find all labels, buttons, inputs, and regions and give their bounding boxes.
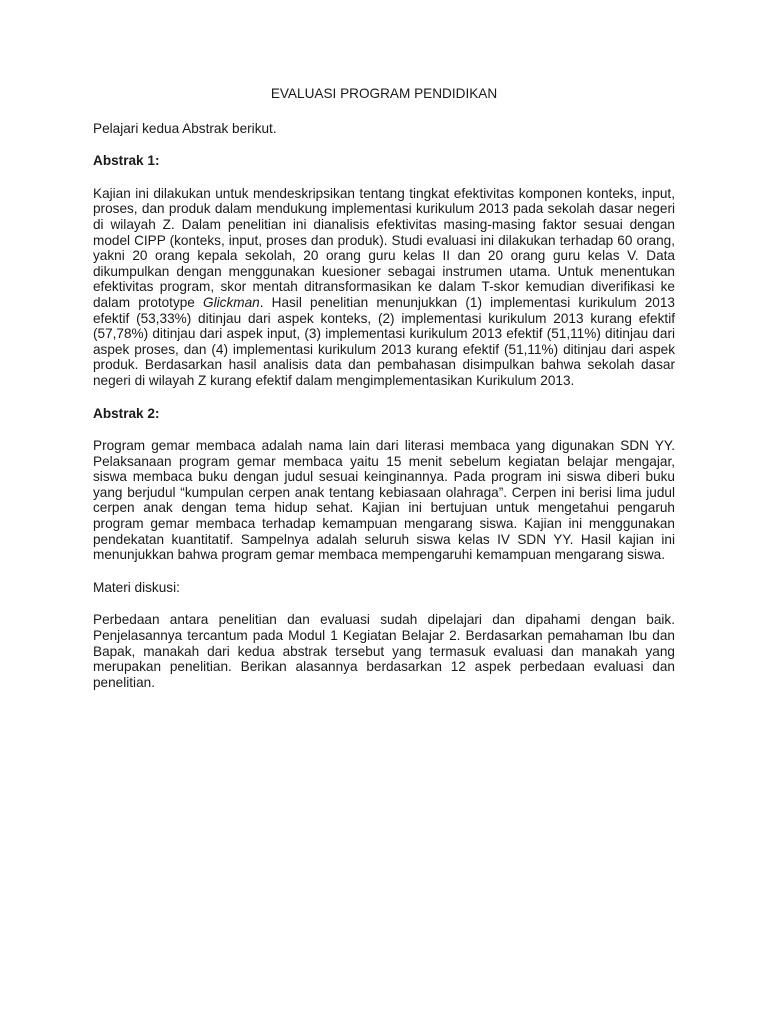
discussion-body: Perbedaan antara penelitian dan evaluasi sudah dipelajari dan dipahami dengan baik. Penjelasannya tercantum pada Modul 1 Kegiatan Belajar 2. Berdasarkan pemahaman Ibu dan Bapak, manakah dari kedua abstrak tersebut yang termasuk evaluasi dan manakah yang merupakan penelitian. Berikan alasannya berdasarkan 12 aspek perbedaan evaluasi dan penelitian. [93, 612, 675, 690]
abstract-1-text-part-1: Kajian ini dilakukan untuk mendeskripsikan tentang tingkat efektivitas komponen konteks, input, proses, dan produk dalam mendukung implementasi kurikulum 2013 pada sekolah dasar negeri di wilayah Z. Dalam penelitian ini dianalisis efektivitas masing-masing faktor sesuai dengan model CIPP (konteks, input, proses dan produk). Studi evaluasi ini dilakukan terhadap 60 orang, yakni 20 orang kepala sekolah, 20 orang guru kelas II dan 20 orang guru kelas V. Data dikumpulkan dengan menggunakan kuesioner sebagai instrumen utama. Untuk menentukan efektivitas program, skor mentah ditransformasikan ke dalam T-skor kemudian diverifikasi ke dalam prototype [93, 185, 675, 310]
abstract-1-heading: Abstrak 1: [93, 153, 160, 169]
abstract-2-body: Program gemar membaca adalah nama lain dari literasi membaca yang digunakan SDN YY. Pelaksanaan program gemar membaca yaitu 15 menit sebelum kegiatan belajar mengajar, siswa membaca buku dengan judul sesuai keinginannya. Pada program ini siswa diberi buku yang berjudul “kumpulan cerpen anak tentang kebiasaan olahraga”. Cerpen ini berisi lima judul cerpen anak dengan tema hidup sehat. Kajian ini bertujuan untuk mengetahui pengaruh program gemar membaca terhadap kemampuan mengarang siswa. Kajian ini menggunakan pendekatan kuantitatif. Sampelnya adalah seluruh siswa kelas IV SDN YY. Hasil kajian ini menunjukkan bahwa program gemar membaca mempengaruhi kemampuan mengarang siswa. [93, 438, 675, 563]
abstract-2-heading: Abstrak 2: [93, 405, 160, 421]
document-title: EVALUASI PROGRAM PENDIDIKAN [270, 86, 498, 101]
abstract-1-body [93, 186, 675, 389]
abstract-1-text-part-2: . Hasil penelitian menunjukkan (1) implementasi kurikulum 2013 efektif (53,33%) ditinjau dari aspek konteks, (2) implementasi kurikulum 2013 kurang efektif (57,78%) ditinjau dari aspek input, (3) implementasi kurikulum 2013 efektif (51,11%) ditinjau dari aspek proses, dan (4) implementasi kurikulum 2013 kurang efektif (51,11%) ditinjau dari aspek produk. Berdasarkan hasil analisis data dan pembahasan disimpulkan bahwa sekolah dasar negeri di wilayah Z kurang efektif dalam mengimplementasikan Kurikulum 2013. [93, 294, 675, 388]
discussion-label: Materi diskusi: [93, 579, 180, 595]
abstract-1-italic-term: Glickman [203, 294, 260, 310]
document-page [93, 86, 675, 690]
intro-text: Pelajari kedua Abstrak berikut. [93, 120, 277, 136]
